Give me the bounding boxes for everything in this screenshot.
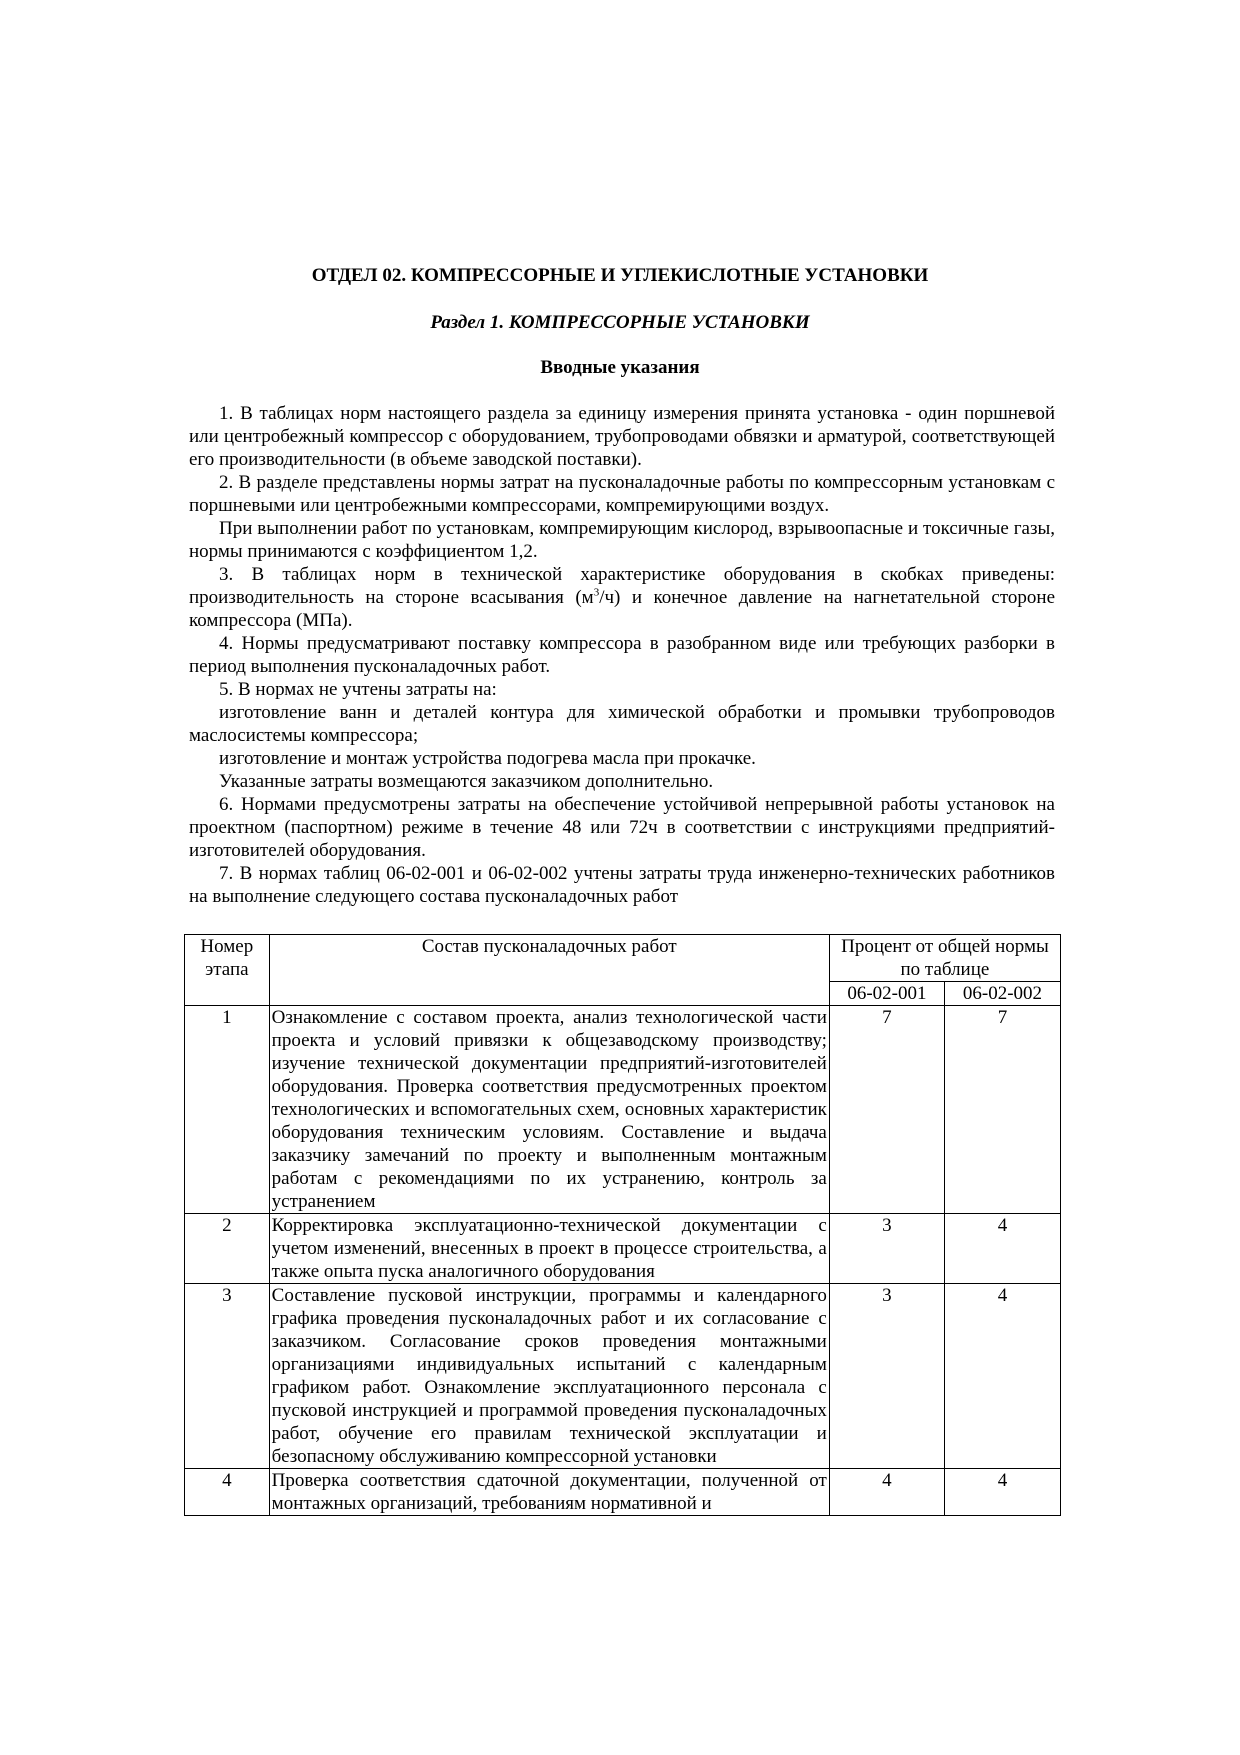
paragraph-3-start: 3. В таблицах норм в технической характеристике оборудования в скобках приведены: производительность на стороне всасывания (м [189,564,1055,608]
paragraph-5-note: Указанные затраты возмещаются заказчиком дополнительно. [219,771,714,792]
stage-number: 3 [185,1284,270,1469]
paragraph-2: 2. В разделе представлены нормы затрат на пусконаладочные работы по компрессорным установкам с поршневыми или центробежными компрессорами, компремирующими воздух. [189,472,1055,516]
intro-heading: Вводные указания [540,357,700,378]
paragraph-1: 1. В таблицах норм настоящего раздела за единицу измерения принята установка - один поршневой или центробежный компрессор с оборудованием, трубопроводами обвязки и арматурой, соответствующей его производительности (в объеме заводской поставки). [189,403,1055,470]
percent-06-02-002: 4 [944,1284,1060,1469]
percent-06-02-002: 7 [944,1006,1060,1214]
section-heading: ОТДЕЛ 02. КОМПРЕССОРНЫЕ И УГЛЕКИСЛОТНЫЕ УСТАНОВКИ [311,265,929,286]
percent-06-02-002: 4 [944,1469,1060,1516]
paragraph-5-item-a: изготовление ванн и деталей контура для химической обработки и промывки трубопроводов маслосистемы компрессора; [189,702,1055,746]
stage-description: Ознакомление с составом проекта, анализ технологической части проекта и условий привязки к общезаводскому производству; изучение технической документации предприятий-изготовителей оборудования. Проверка соответствия предусмотренных проектом технологических и вспомогательных схем, основных характеристик оборудования техническим условиям. Составление и выдача заказчику замечаний по проекту и выполненным монтажным работам с рекомендациями по их устранению, контроль за устранением [269,1006,829,1214]
header-percent: Процент от общей нормы по таблице [829,935,1060,982]
stage-description: Составление пусковой инструкции, программы и календарного графика проведения пусконаладочных работ и их согласование с заказчиком. Согласование сроков проведения монтажными организациями индивидуальных испытаний с календарным графиком работ. Ознакомление эксплуатационного персонала с пусковой инструкцией и программой проведения пусконаладочных работ, обучение его правилам технической эксплуатации и безопасному обслуживанию компрессорной установки [269,1284,829,1469]
stage-description: Проверка соответствия сдаточной документации, полученной от монтажных организаций, требованиям нормативной и [269,1469,829,1516]
intro-body [189,402,1055,908]
header-work-composition: Состав пусконаладочных работ [269,935,829,1006]
subsection-heading: Раздел 1. КОМПРЕССОРНЫЕ УСТАНОВКИ [430,312,810,333]
header-stage-number: Номер этапа [185,935,270,1006]
stage-description: Корректировка эксплуатационно-технической документации с учетом изменений, внесенных в проект в процессе строительства, а также опыта пуска аналогичного оборудования [269,1214,829,1284]
table-row [185,1006,1061,1214]
paragraph-5-item-b: изготовление и монтаж устройства подогрева масла при прокачке. [219,748,756,769]
percent-06-02-001: 7 [829,1006,944,1214]
table-row [185,1469,1061,1516]
percent-06-02-001: 3 [829,1214,944,1284]
percent-06-02-002: 4 [944,1214,1060,1284]
paragraph-5: 5. В нормах не учтены затраты на: [219,679,497,700]
percent-06-02-001: 4 [829,1469,944,1516]
stage-number: 4 [185,1469,270,1516]
table-row [185,1284,1061,1469]
stage-number: 1 [185,1006,270,1214]
paragraph-4: 4. Нормы предусматривают поставку компрессора в разобранном виде или требующих разборки в период выполнения пусконаладочных работ. [189,633,1055,677]
paragraph-7: 7. В нормах таблиц 06-02-001 и 06-02-002 учтены затраты труда инженерно-технических работников на выполнение следующего состава пусконаладочных работ [189,863,1055,907]
header-table-06-02-001: 06-02-001 [829,982,944,1006]
paragraph-3-end: /ч) и конечное давление на нагнетательной стороне компрессора (МПа). [189,587,1056,631]
percent-06-02-001: 3 [829,1284,944,1469]
stage-number: 2 [185,1214,270,1284]
paragraph-2-note: При выполнении работ по установкам, компремирующим кислород, взрывоопасные и токсичные газы, нормы принимаются с коэффициентом 1,2. [189,518,1055,562]
paragraph-6: 6. Нормами предусмотрены затраты на обеспечение устойчивой непрерывной работы установок на проектном (паспортном) режиме в течение 48 или 72ч в соответствии с инструкциями предприятий-изготовителей оборудования. [189,794,1055,861]
table-header-row [185,935,1061,982]
paragraph-3 [189,563,1055,632]
superscript-3: 3 [593,586,600,599]
table-row [185,1214,1061,1284]
header-table-06-02-002: 06-02-002 [944,982,1060,1006]
works-table [184,934,1061,1516]
